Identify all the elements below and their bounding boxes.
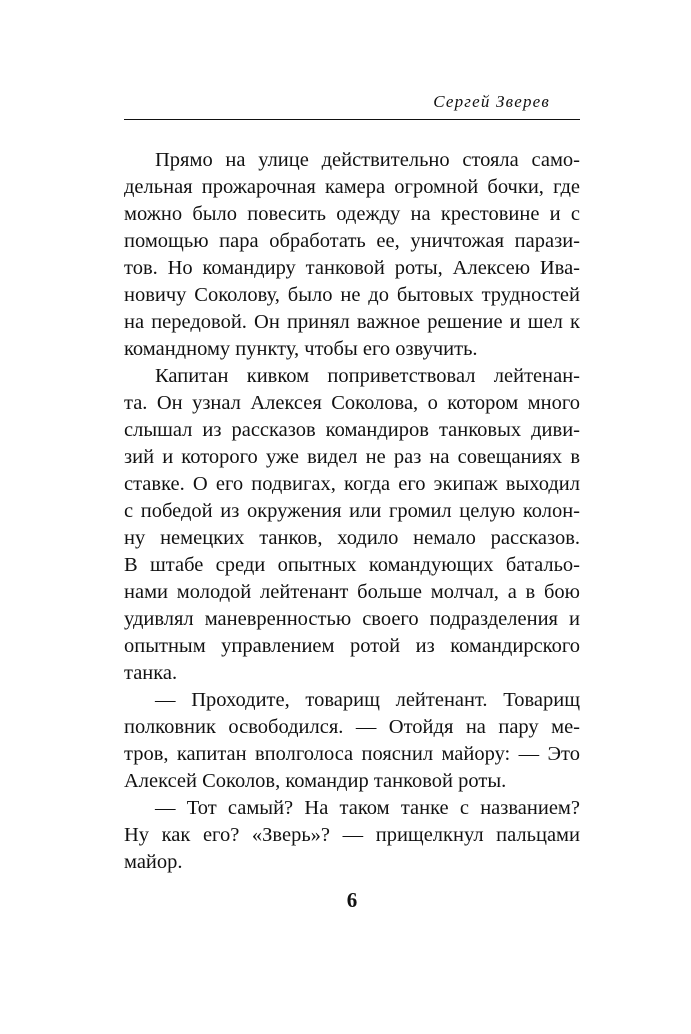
text-line: полковник освободился. — Отойдя на пару ме- xyxy=(124,716,580,738)
text-line: тов. Но командиру танковой роты, Алексею Ива- xyxy=(124,257,580,279)
text-line: ставке. О его подвигах, когда его экипаж выходил xyxy=(124,473,580,495)
page-number: 6 xyxy=(346,888,358,912)
text-line: зий и которого уже видел не раз на совещаниях в xyxy=(124,446,580,468)
text-line: новичу Соколову, было не до бытовых трудностей xyxy=(124,284,580,306)
text-line: нами молодой лейтенант больше молчал, а в бою xyxy=(124,581,580,603)
text-line: дельная прожарочная камера огромной бочки, где xyxy=(124,176,580,198)
text-line: помощью пара обработать ее, уничтожая парази- xyxy=(124,230,580,252)
text-line: Прямо на улице действительно стояла само- xyxy=(155,149,580,171)
running-head-author: Сергей Зверев xyxy=(433,92,550,111)
header-rule xyxy=(124,119,580,120)
text-line: та. Он узнал Алексея Соколова, о котором много xyxy=(124,392,580,414)
text-line: слышал из рассказов командиров танковых диви- xyxy=(124,419,580,441)
text-line: можно было повесить одежду на крестовине и с xyxy=(124,203,580,225)
text-line: майор. xyxy=(124,851,183,873)
text-line: удивлял маневренностью своего подразделения и xyxy=(124,608,580,630)
text-line: с победой из окружения или громил целую колон- xyxy=(124,500,580,522)
text-line: Ну как его? «Зверь»? — прищелкнул пальцами xyxy=(124,824,580,846)
text-line: — Тот самый? На таком танке с названием? xyxy=(155,797,580,819)
body-text xyxy=(124,147,580,876)
text-line: командному пункту, чтобы его озвучить. xyxy=(124,338,478,360)
text-line: Капитан кивком поприветствовал лейтенан- xyxy=(155,365,580,387)
text-line: ну немецких танков, ходило немало рассказов. xyxy=(124,527,580,549)
text-line: В штабе среди опытных командующих батальо- xyxy=(124,554,580,576)
text-line: на передовой. Он принял важное решение и шел к xyxy=(124,311,580,333)
text-line: танка. xyxy=(124,662,178,684)
text-line: опытным управлением ротой из командирского xyxy=(124,635,580,657)
text-line: тров, капитан вполголоса пояснил майору: — Это xyxy=(124,743,580,765)
text-line: Алексей Соколов, командир танковой роты. xyxy=(124,770,507,792)
text-line: — Проходите, товарищ лейтенант. Товарищ xyxy=(155,689,580,711)
